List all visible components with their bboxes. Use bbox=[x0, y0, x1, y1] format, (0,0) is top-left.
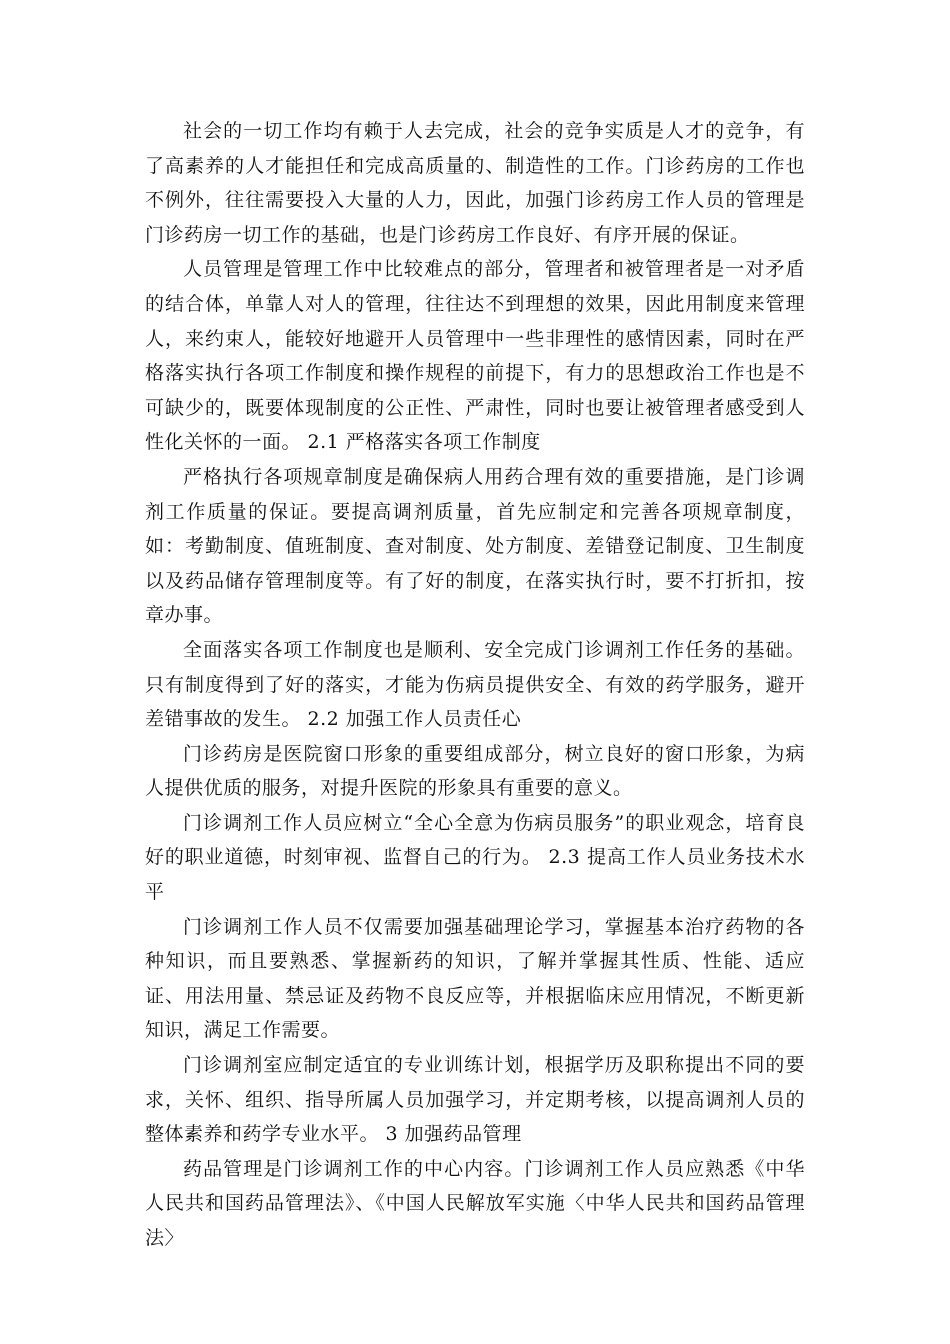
paragraph-drug-management: 药品管理是门诊调剂工作的中心内容。门诊调剂工作人员应熟悉《中华人民共和国药品管理法》、《中国人民解放军实施〈中华人民共和国药品管理法〉 bbox=[145, 1157, 805, 1249]
paragraph-window-image: 门诊药房是医院窗口形象的重要组成部分，树立良好的窗口形象，为病人提供优质的服务，对提升医院的形象具有重要的意义。 bbox=[145, 742, 805, 800]
paragraph-rules: 严格执行各项规章制度是确保病人用药合理有效的重要措施，是门诊调剂工作质量的保证。要提高调剂质量，首先应制定和完善各项规章制度，如：考勤制度、值班制度、查对制度、处方制度、差错登记制度、卫生制度以及药品储存管理制度等。有了好的制度，在落实执行时，要不打折扣，按章办事。 bbox=[145, 465, 805, 627]
paragraph-knowledge: 门诊调剂工作人员不仅需要加强基础理论学习，掌握基本治疗药物的各种知识，而且要熟悉、掌握新药的知识，了解并掌握其性质、性能、适应证、用法用量、禁忌证及药物不良反应等，并根据临床应用情况，不断更新知识，满足工作需要。 bbox=[145, 915, 805, 1042]
paragraph-rules-implementation: 全面落实各项工作制度也是顺利、安全完成门诊调剂工作任务的基础。只有制度得到了好的落实，才能为伤病员提供安全、有效的药学服务，避开差错事故的发生。 2.2 加强工作人员责任心 bbox=[145, 638, 805, 731]
paragraph-intro: 社会的一切工作均有赖于人去完成，社会的竞争实质是人才的竞争，有了高素养的人才能担任和完成高质量的、制造性的工作。门诊药房的工作也不例外，往往需要投入大量的人力，因此，加强门诊药房工作人员的管理是门诊药房一切工作的基础，也是门诊药房工作良好、有序开展的保证。 bbox=[145, 120, 805, 246]
paragraph-training: 门诊调剂室应制定适宜的专业训练计划，根据学历及职称提出不同的要求，关怀、组织、指导所属人员加强学习，并定期考核，以提高调剂人员的整体素养和药学专业水平。 3 加强药品管理 bbox=[145, 1054, 805, 1146]
paragraph-service-attitude: 门诊调剂工作人员应树立“全心全意为伤病员服务”的职业观念，培育良好的职业道德，时刻审视、监督自己的行为。 2.3 提高工作人员业务技术水平 bbox=[145, 811, 805, 904]
paragraph-personnel-management: 人员管理是管理工作中比较难点的部分，管理者和被管理者是一对矛盾的结合体，单靠人对人的管理，往往达不到理想的效果，因此用制度来管理人，来约束人，能较好地避开人员管理中一些非理性的感情因素，同时在严格落实执行各项工作制度和操作规程的前提下，有力的思想政治工作也是不可缺少的，既要体现制度的公正性、严肃性，同时也要让被管理者感受到人性化关怀的一面。 2.1 严格落实各项工作制度 bbox=[145, 258, 805, 454]
document-body bbox=[145, 114, 805, 1256]
